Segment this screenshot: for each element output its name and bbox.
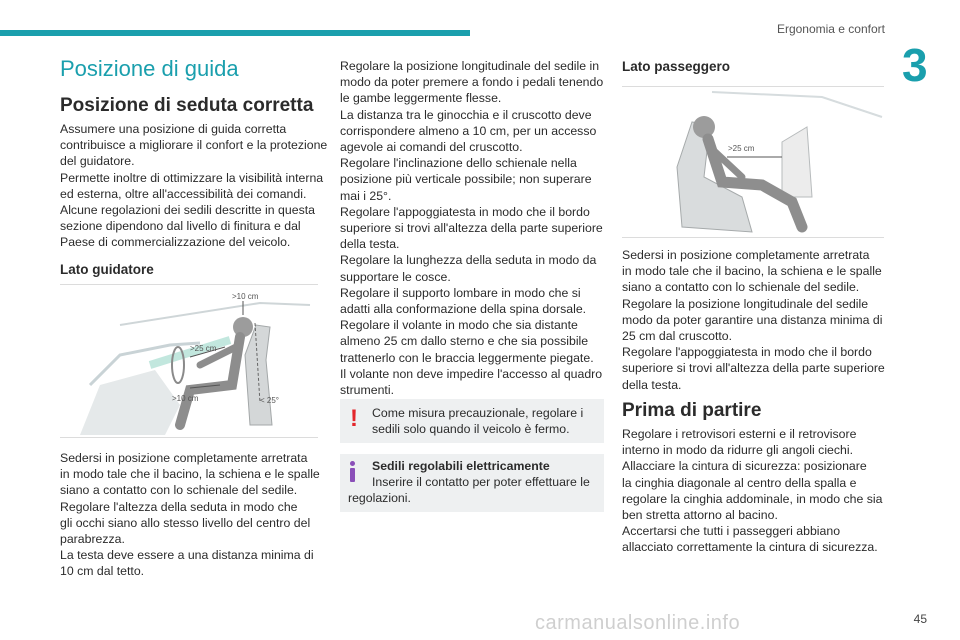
text-line: la cinghia diagonale al centro della spalla e bbox=[622, 475, 857, 490]
text-line: Regolare l'altezza della seduta in modo che bbox=[60, 499, 298, 514]
text-line: Accertarsi che tutti i passeggeri abbiano bbox=[622, 524, 841, 539]
before-paragraph bbox=[622, 426, 882, 556]
text-line: Il volante non deve impedire l'accesso al quadro bbox=[340, 366, 603, 381]
text-line: Allacciare la cintura di sicurezza: posizionare bbox=[622, 459, 867, 474]
label-wheel-distance: >25 cm bbox=[190, 344, 217, 353]
text-line: della testa. bbox=[340, 237, 400, 252]
info-box bbox=[340, 454, 604, 512]
text-line: Permette inoltre di ottimizzare la visibilità interna bbox=[60, 170, 324, 185]
text-line: sedili solo quando il veicolo è fermo. bbox=[372, 422, 570, 437]
text-line: Regolare la posizione longitudinale del sedile bbox=[622, 296, 869, 311]
driver-paragraph bbox=[60, 450, 320, 580]
heading-driver-side: Lato guidatore bbox=[60, 262, 154, 277]
text-line: strumenti. bbox=[340, 383, 394, 398]
label-roof-distance: >10 cm bbox=[232, 292, 259, 301]
text-line: corrispondere almeno a 10 cm, per un accesso bbox=[340, 123, 597, 138]
text-line: del guidatore. bbox=[60, 154, 135, 169]
text-line: siano a contatto con lo schienale del sedile. bbox=[622, 280, 860, 295]
text-line: Alcune regolazioni dei sedili descritte in questa bbox=[60, 203, 315, 218]
text-line: Sedersi in posizione completamente arretrata bbox=[622, 248, 870, 262]
text-line: Regolare i retrovisori esterni e il retrovisore bbox=[622, 427, 857, 441]
label-backrest-angle: < 25° bbox=[260, 396, 279, 405]
label-knee-distance: >10 cm bbox=[172, 394, 199, 403]
chapter-number: 3 bbox=[902, 39, 928, 91]
heading-correct-seating: Posizione di seduta corretta bbox=[60, 95, 314, 116]
intro-paragraph bbox=[60, 121, 327, 251]
driver-figure-svg bbox=[60, 285, 318, 437]
text-line: almeno 25 cm dallo sterno e che sia possibile bbox=[340, 334, 589, 349]
text-line: posizione più verticale possibile; non superare bbox=[340, 172, 592, 187]
text-line: parabrezza. bbox=[60, 532, 125, 547]
text-line: adatti alla conformazione della spina dorsale. bbox=[340, 302, 587, 317]
info-title: Sedili regolabili elettricamente bbox=[372, 459, 550, 473]
text-line: interno in modo da ridurre gli angoli ciechi. bbox=[622, 443, 854, 458]
warning-box bbox=[340, 399, 604, 443]
header-accent-bar bbox=[0, 30, 470, 36]
text-line: modo da poter garantire una distanza minima di bbox=[622, 312, 883, 327]
text-line: ed esterna, oltre all'accessibilità dei comandi. bbox=[60, 186, 307, 201]
text-line: superiore si trovi all'altezza della parte superiore bbox=[340, 221, 603, 236]
col2-paragraph bbox=[340, 58, 603, 398]
text-line: mai i 25°. bbox=[340, 188, 392, 203]
heading-passenger-side: Lato passeggero bbox=[622, 59, 731, 74]
label-dashboard-distance: >25 cm bbox=[728, 144, 755, 153]
text-line: sezione dipendono dal livello di finitura e dal bbox=[60, 219, 301, 234]
text-line: modo da poter premere a fondo i pedali tenendo bbox=[340, 75, 604, 90]
text-line: contribuisce a migliorare il confort e la protezione bbox=[60, 138, 328, 153]
text-line: Paese di commercializzazione del veicolo. bbox=[60, 235, 291, 250]
text-line: supportare le cosce. bbox=[340, 269, 451, 284]
text-line: in modo tale che il bacino, la schiena e le spalle bbox=[622, 264, 882, 279]
text-line: Regolare il supporto lombare in modo che si bbox=[340, 285, 581, 300]
text-line: le gambe leggermente flesse. bbox=[340, 91, 502, 106]
text-line: Regolare l'appoggiatesta in modo che il bordo bbox=[622, 345, 872, 360]
text-line: Assumere una posizione di guida corretta bbox=[60, 122, 287, 136]
text-line: Regolare il volante in modo che sia distante bbox=[340, 318, 578, 333]
passenger-figure-svg bbox=[622, 87, 884, 237]
text-line: Come misura precauzionale, regolare i bbox=[372, 406, 584, 420]
info-icon bbox=[350, 461, 355, 466]
info-text-1: Inserire il contatto per poter effettuare le bbox=[372, 475, 590, 489]
chapter-title: Ergonomia e confort bbox=[776, 22, 885, 36]
text-line: in modo tale che il bacino, la schiena e le spalle bbox=[60, 467, 320, 482]
text-line: La distanza tra le ginocchia e il cruscotto deve bbox=[340, 107, 592, 122]
text-line: La testa deve essere a una distanza minima di bbox=[60, 548, 314, 563]
text-line: siano a contatto con lo schienale del sedile. bbox=[60, 483, 298, 498]
warning-text bbox=[372, 405, 583, 437]
text-line: allacciato correttamente la cintura di sicurezza. bbox=[622, 540, 878, 555]
passenger-seating-illustration bbox=[622, 86, 884, 238]
page-number: 45 bbox=[913, 612, 927, 626]
passenger-paragraph bbox=[622, 247, 885, 393]
text-line: Regolare la lunghezza della seduta in modo da bbox=[340, 253, 597, 268]
watermark: carmanualsonline.info bbox=[535, 612, 741, 634]
text-line: trattenerlo con le braccia leggermente piegate. bbox=[340, 350, 594, 365]
text-line: gli occhi siano allo stesso livello del centro del bbox=[60, 515, 311, 530]
info-text-2: regolazioni. bbox=[348, 491, 411, 505]
text-line: Regolare l'inclinazione dello schienale nella bbox=[340, 156, 577, 171]
warning-icon: ! bbox=[350, 405, 358, 432]
text-line: regolare la cinghia addominale, in modo che sia bbox=[622, 491, 883, 506]
text-line: 10 cm dal tetto. bbox=[60, 564, 145, 579]
text-line: agevole ai comandi del cruscotto. bbox=[340, 140, 523, 155]
heading-before-departure: Prima di partire bbox=[622, 400, 762, 421]
driver-seating-illustration bbox=[60, 284, 318, 438]
text-line: ben stretta attorno al bacino. bbox=[622, 508, 778, 523]
section-title: Posizione di guida bbox=[60, 56, 239, 81]
text-line: Regolare la posizione longitudinale del sedile in bbox=[340, 59, 600, 73]
text-line: Regolare l'appoggiatesta in modo che il bordo bbox=[340, 204, 590, 219]
text-line: Sedersi in posizione completamente arretrata bbox=[60, 451, 308, 465]
text-line: superiore si trovi all'altezza della parte superiore bbox=[622, 361, 885, 376]
text-line: della testa. bbox=[622, 377, 682, 392]
text-line: 25 cm dal cruscotto. bbox=[622, 329, 733, 344]
